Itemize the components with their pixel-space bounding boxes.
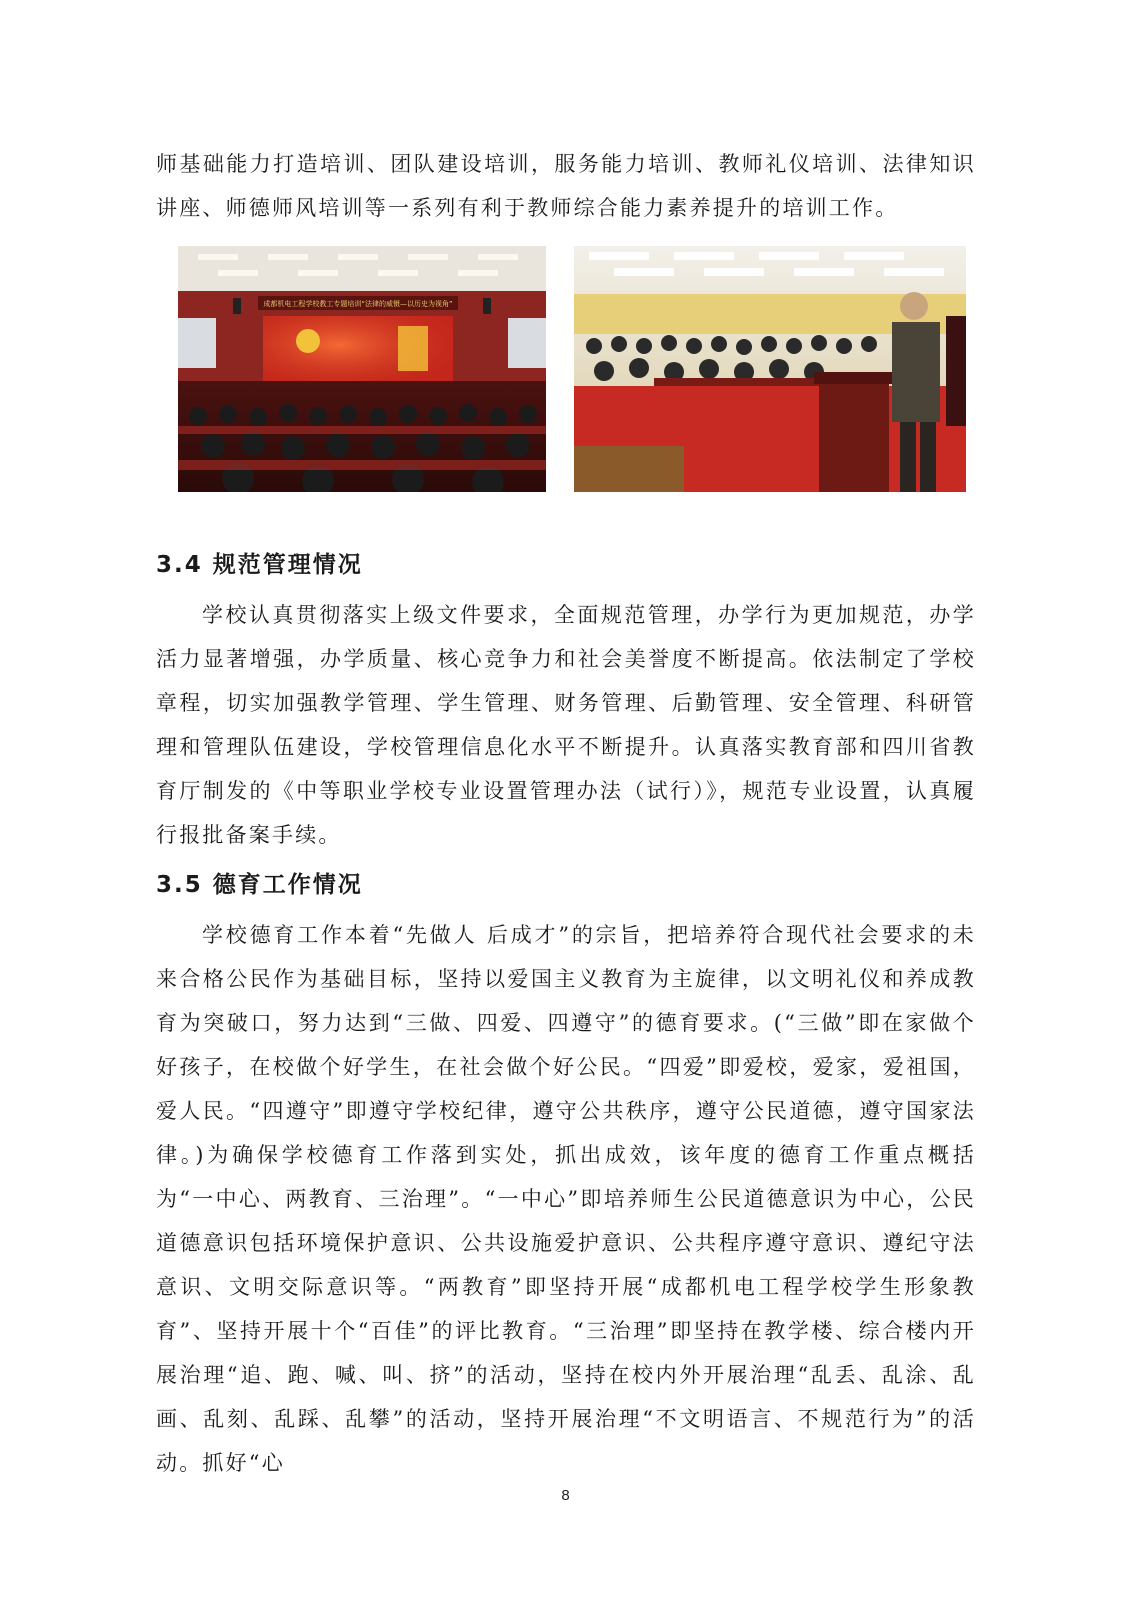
section-3-5-body: 学校德育工作本着“先做人 后成才”的宗旨，把培养符合现代社会要求的未来合格公民作为基础目标，坚持以爱国主义教育为主旋律，以文明礼仪和养成教育为突破口，努力达到“三做、四爱、四遵守”的德育要求。(“三做”即在家做个好孩子，在校做个好学生，在社会做个好公民。“四爱”即爱校，爱家，爱祖国，爱人民。“四遵守”即遵守学校纪律，遵守公共秩序，遵守公民道德，遵守国家法律。)为确保学校德育工作落到实处，抓出成效，该年度的德育工作重点概括为“一中心、两教育、三治理”。“一中心”即培养师生公民道德意识为中心，公民道德意识包括环境保护意识、公共设施爱护意识、公共程序遵守意识、遵纪守法意识、文明交际意识等。“两教育”即坚持开展“成都机电工程学校学生形象教育”、坚持开展十个“百佳”的评比教育。“三治理”即坚持在教学楼、综合楼内开展治理“追、跑、喊、叫、挤”的活动，坚持在校内外开展治理“乱丢、乱涂、乱画、乱刻、乱踩、乱攀”的活动，坚持开展治理“不文明语言、不规范行为”的活动。抓好“心 [156, 923, 976, 1475]
intro-paragraph: 师基础能力打造培训、团队建设培训，服务能力培训、教师礼仪培训、法律知识讲座、师德师风培训等一系列有利于教师综合能力素养提升的培训工作。 [156, 152, 976, 220]
stage-banner-text: 成都机电工程学校教工专题培训“法律的威慑—以历史为视角” [263, 300, 453, 308]
page-number: 8 [561, 1487, 570, 1504]
section-3-4-heading: 3.4 规范管理情况 [156, 552, 363, 578]
training-hall-photo-right [574, 246, 966, 492]
section-3-5-heading: 3.5 德育工作情况 [156, 872, 363, 898]
training-hall-photo-left [178, 246, 546, 492]
section-3-4-body: 学校认真贯彻落实上级文件要求，全面规范管理，办学行为更加规范，办学活力显著增强，办学质量、核心竞争力和社会美誉度不断提高。依法制定了学校章程，切实加强教学管理、学生管理、财务管理、后勤管理、安全管理、科研管理和管理队伍建设，学校管理信息化水平不断提升。认真落实教育部和四川省教育厅制发的《中等职业学校专业设置管理办法（试行）》，规范专业设置，认真履行报批备案手续。 [156, 603, 976, 847]
